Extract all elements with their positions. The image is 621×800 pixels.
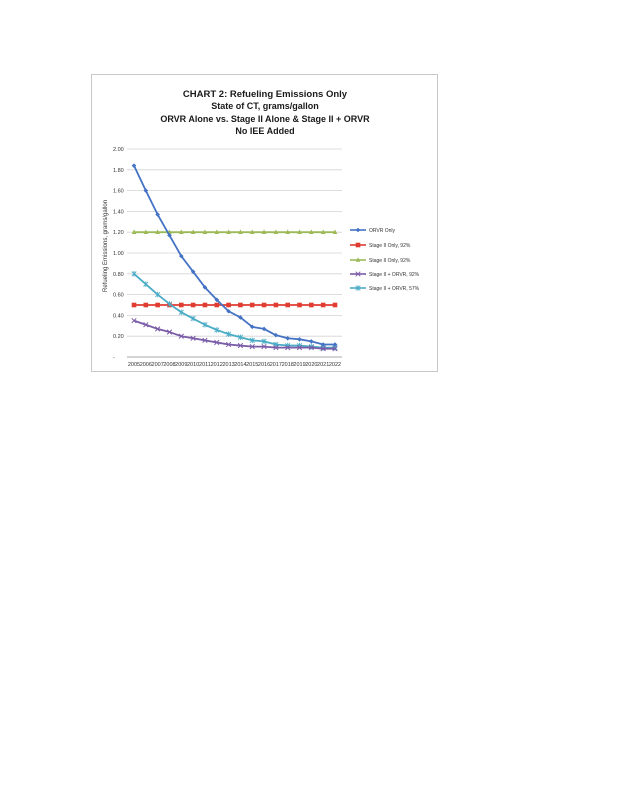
data-point [144, 303, 149, 308]
data-point [144, 281, 149, 287]
data-point [309, 339, 314, 344]
line-chart [92, 75, 439, 373]
x-tick-label: 2018 [281, 362, 294, 368]
x-tick-label: 2015 [246, 362, 259, 368]
data-point [238, 303, 243, 308]
x-tick-label: 2005 [127, 362, 141, 368]
data-point [356, 243, 361, 248]
legend-label: Stage II Only, 92% [369, 242, 411, 249]
series-line-3 [132, 229, 338, 234]
data-point [274, 303, 279, 308]
chart-frame [91, 74, 438, 372]
legend-label: Stage II + ORVR, 57% [369, 285, 420, 292]
x-tick-label: 2011 [199, 362, 211, 368]
chart-title-line-3: ORVR Alone vs. Stage II Alone & Stage II + ORVR [160, 114, 370, 124]
data-point [155, 303, 160, 308]
data-point [179, 303, 184, 308]
y-tick-label: 0.20 [113, 334, 124, 341]
legend-item [350, 257, 411, 264]
data-point [309, 303, 314, 308]
x-tick-label: 2014 [234, 362, 247, 368]
series-path [134, 321, 335, 349]
series-line-2 [132, 303, 338, 308]
x-tick-label: 2008 [163, 362, 176, 368]
data-point [321, 303, 326, 308]
data-point [285, 336, 290, 341]
x-tick-label: 2007 [151, 362, 164, 368]
chart-title-line-1: CHART 2: Refueling Emissions Only [182, 89, 348, 100]
legend-item [350, 228, 396, 234]
x-tick-label: 2006 [139, 362, 152, 368]
grid-lines [127, 149, 342, 357]
y-tick-label: 1.20 [113, 230, 124, 237]
legend-label: Stage II Only, 92% [369, 257, 411, 264]
series-path [134, 166, 335, 345]
data-point [333, 303, 338, 308]
x-tick-label: 2022 [328, 362, 342, 368]
x-tick-label: 2017 [269, 362, 283, 368]
x-tick-label: 2021 [317, 362, 330, 368]
data-point [297, 303, 302, 308]
x-tick-label: 2012 [210, 362, 223, 368]
y-tick-label: 0.80 [113, 271, 124, 278]
y-tick-label: 0.60 [113, 292, 124, 299]
y-tick-label: 1.60 [113, 188, 124, 195]
x-tick-label: 2009 [175, 362, 188, 368]
data-point [262, 303, 267, 308]
y-tick-label: 1.40 [113, 209, 124, 216]
data-point [297, 337, 302, 342]
data-point [132, 303, 137, 308]
y-tick-label: 1.00 [113, 251, 124, 257]
data-point [285, 303, 290, 308]
x-tick-label: 2020 [305, 362, 318, 368]
x-axis-ticks [128, 362, 341, 368]
x-tick-label: 2010 [186, 362, 200, 368]
y-axis-label: Refueling Emissions, grams/gallon [103, 199, 109, 293]
legend-item [350, 243, 411, 249]
data-series [132, 163, 338, 351]
data-point [191, 303, 196, 308]
data-point [203, 303, 208, 308]
legend-item [350, 272, 420, 278]
y-tick-label: 2.00 [113, 147, 124, 153]
y-tick-label: - [113, 355, 115, 361]
y-tick-label: 1.80 [113, 167, 124, 174]
series-line-5 [132, 271, 338, 350]
data-point [356, 228, 361, 233]
chart-title-line-4: No IEE Added [235, 126, 295, 136]
chart-title-line-2: State of CT, grams/gallon [211, 101, 319, 111]
data-point [250, 303, 255, 308]
y-tick-label: 0.40 [113, 313, 124, 320]
legend-label: Stage II + ORVR, 92% [369, 271, 420, 278]
data-point [226, 303, 231, 308]
legend-item [350, 285, 420, 292]
legend [350, 228, 420, 292]
x-tick-label: 2016 [257, 362, 271, 368]
x-tick-label: 2013 [222, 362, 235, 368]
legend-label: ORVR Only [369, 227, 396, 234]
chart-title [160, 89, 370, 136]
data-point [214, 303, 219, 308]
y-axis-ticks [113, 147, 124, 361]
x-tick-label: 2019 [293, 362, 306, 368]
